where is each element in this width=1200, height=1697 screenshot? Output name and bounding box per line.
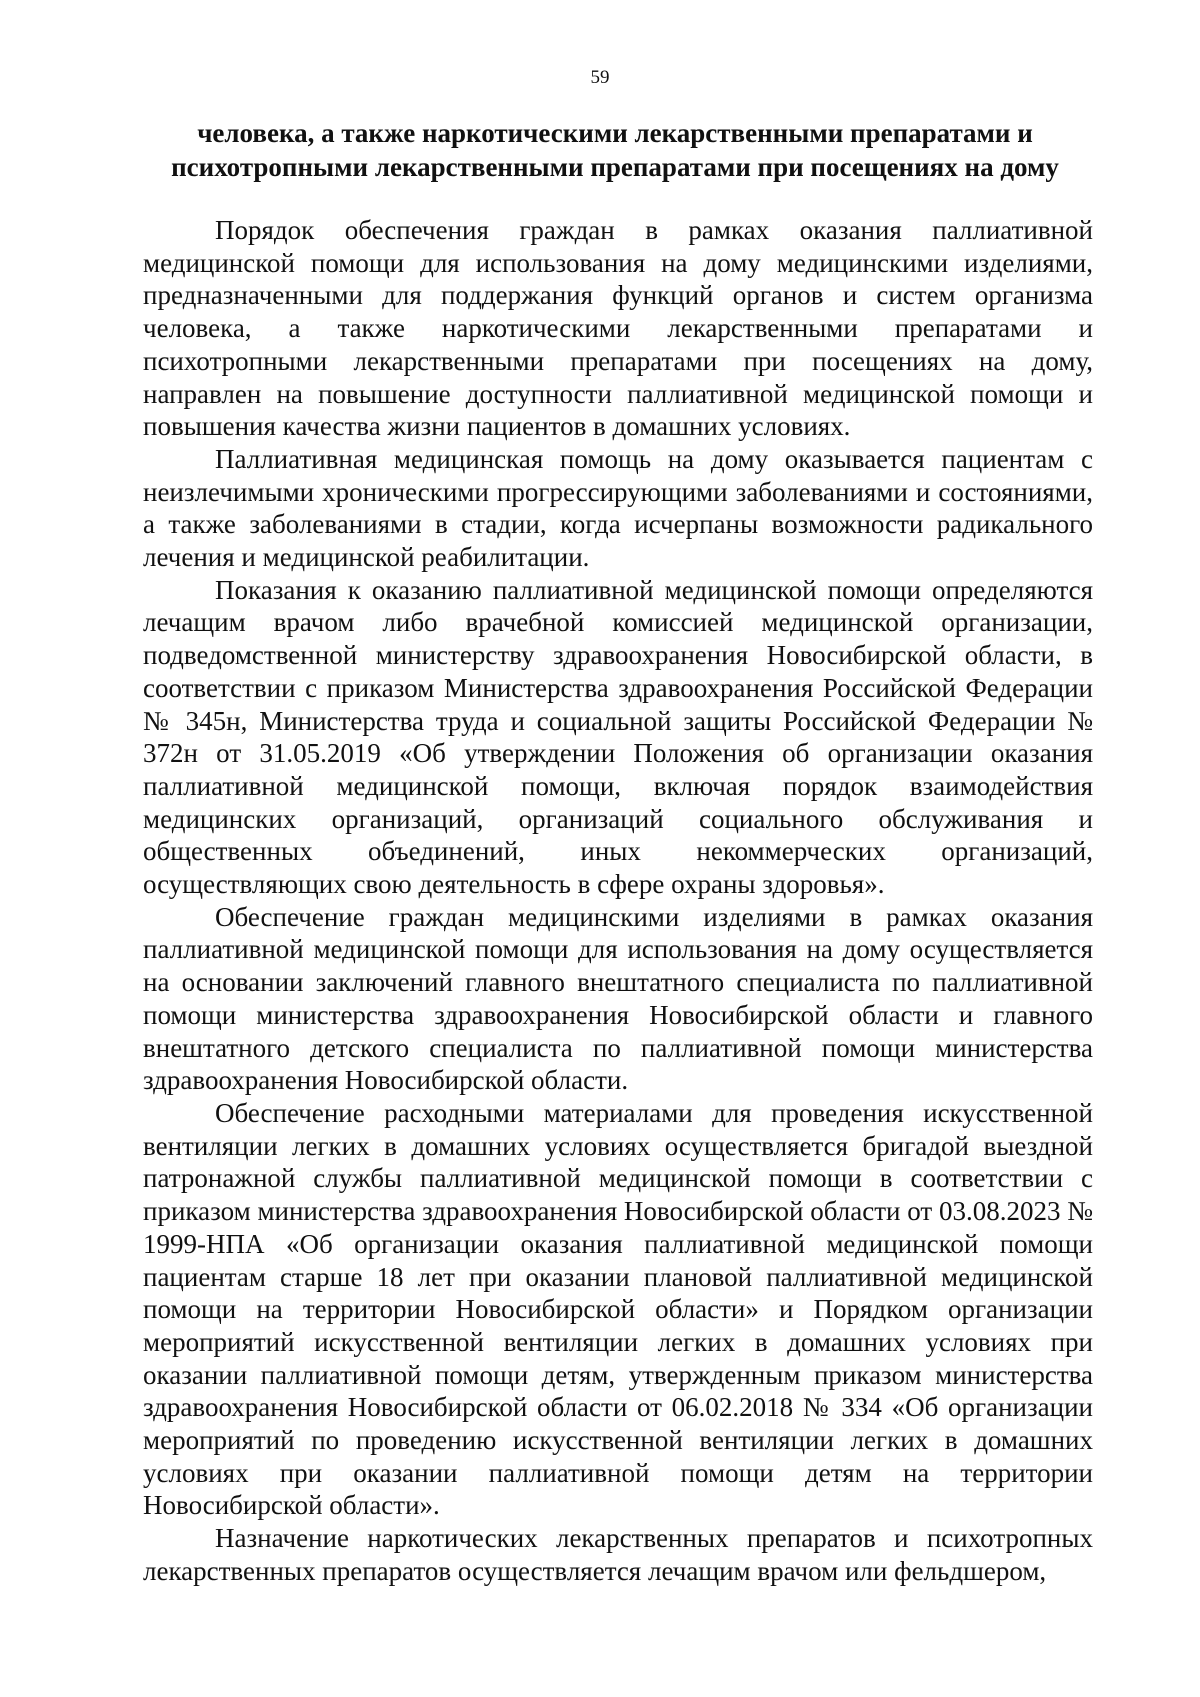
paragraph: Назначение наркотических лекарственных препаратов и психотропных лекарственных препаратов осуществляется лечащим врачом или фельдшером, — [143, 1523, 1093, 1586]
paragraph: Показания к оказанию паллиативной медицинской помощи определяются лечащим врачом либо врачебной комиссией медицинской организации, подведомственной министерству здравоохранения Новосибирской области, в соответствии с приказом Министерства здравоохранения Российской Федерации № 345н, Министерства труда и социальной защиты Российской Федерации № 372н от 31.05.2019 «Об утверждении Положения об организации оказания паллиативной медицинской помощи, включая порядок взаимодействия медицинских организаций, организаций социального обслуживания и общественных объединений, иных некоммерческих организаций, осуществляющих свою деятельность в сфере охраны здоровья». — [143, 574, 1093, 900]
paragraph: Порядок обеспечения граждан в рамках оказания паллиативной медицинской помощи для использования на дому медицинскими изделиями, предназначенными для поддержания функций органов и систем организма человека, а также наркотическими лекарственными препаратами и психотропными лекарственными препаратами при посещениях на дому, направлен на повышение доступности паллиативной медицинской помощи и повышения качества жизни пациентов в домашних условиях. — [143, 215, 1093, 442]
section-heading-line-2: психотропными лекарственными препаратами при посещениях на дому — [171, 152, 1059, 182]
paragraph: Паллиативная медицинская помощь на дому оказывается пациентам с неизлечимыми хроническими прогрессирующими заболеваниями и состояниями, а также заболеваниями в стадии, когда исчерпаны возможности радикального лечения и медицинской реабилитации. — [143, 443, 1093, 573]
paragraph: Обеспечение граждан медицинскими изделиями в рамках оказания паллиативной медицинской помощи для использования на дому осуществляется на основании заключений главного внештатного специалиста по паллиативной помощи министерства здравоохранения Новосибирской области и главного внештатного детского специалиста по паллиативной помощи министерства здравоохранения Новосибирской области. — [143, 901, 1093, 1096]
section-heading-line-1: человека, а также наркотическими лекарственными препаратами и — [197, 118, 1033, 148]
paragraph: Обеспечение расходными материалами для проведения искусственной вентиляции легких в домашних условиях осуществляется бригадой выездной патронажной службы паллиативной медицинской помощи в соответствии с приказом министерства здравоохранения Новосибирской области от 03.08.2023 № 1999-НПА «Об организации оказания паллиативной медицинской помощи пациентам старше 18 лет при оказании плановой паллиативной медицинской помощи на территории Новосибирской области» и Порядком организации мероприятий искусственной вентиляции легких в домашних условиях при оказании паллиативной помощи детям, утвержденным приказом министерства здравоохранения Новосибирской области от 06.02.2018 № 334 «Об организации мероприятий по проведению искусственной вентиляции легких в домашних условиях при оказании паллиативной помощи детям на территории Новосибирской области». — [143, 1097, 1093, 1521]
page-number: 59 — [590, 67, 610, 88]
document-body — [143, 214, 1093, 1588]
section-heading — [140, 116, 1090, 184]
